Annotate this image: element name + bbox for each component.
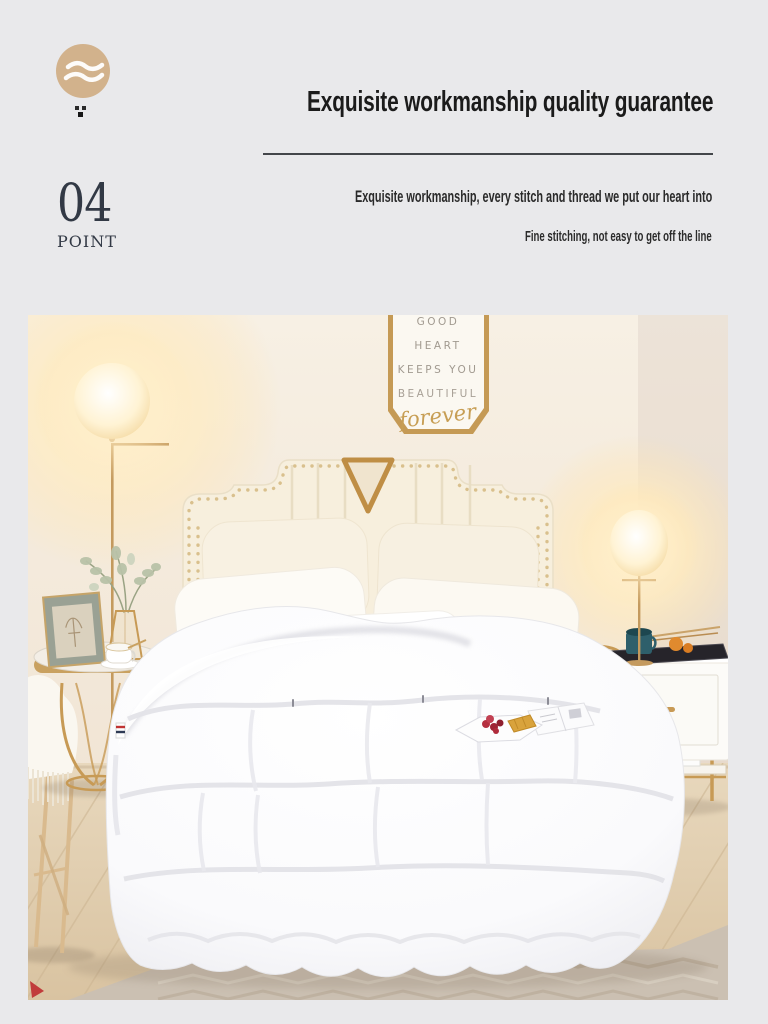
artwork-line-4: BEAUTIFUL — [397, 388, 479, 400]
point-label: POINT — [57, 232, 117, 251]
brand-logo — [56, 44, 110, 98]
picture-frame — [43, 593, 105, 668]
artwork-line-2: HEART — [414, 340, 462, 352]
duvet-tag — [116, 723, 125, 738]
point-block — [57, 174, 121, 251]
page-title: Exquisite workmanship quality guarantee — [306, 86, 713, 118]
product-photo — [28, 315, 728, 1000]
caption-text: Fine stitching, not easy to get off the line — [525, 228, 712, 245]
artwork-line-1: GOOD — [416, 316, 460, 328]
artwork-script-word: forever — [397, 399, 478, 433]
point-number: 04 — [57, 174, 112, 234]
title-divider — [263, 153, 713, 155]
wave-icon — [56, 44, 110, 98]
lamp-globe-left — [74, 363, 150, 439]
wall-artwork — [388, 315, 489, 434]
artwork-line-3: KEEPS YOU — [397, 364, 479, 376]
lamp-globe-right — [610, 510, 668, 576]
dots-mark — [73, 105, 89, 119]
subtitle-text: Exquisite workmanship, every stitch and thread we put our heart into — [354, 187, 712, 206]
bedroom-photo — [28, 315, 728, 1000]
